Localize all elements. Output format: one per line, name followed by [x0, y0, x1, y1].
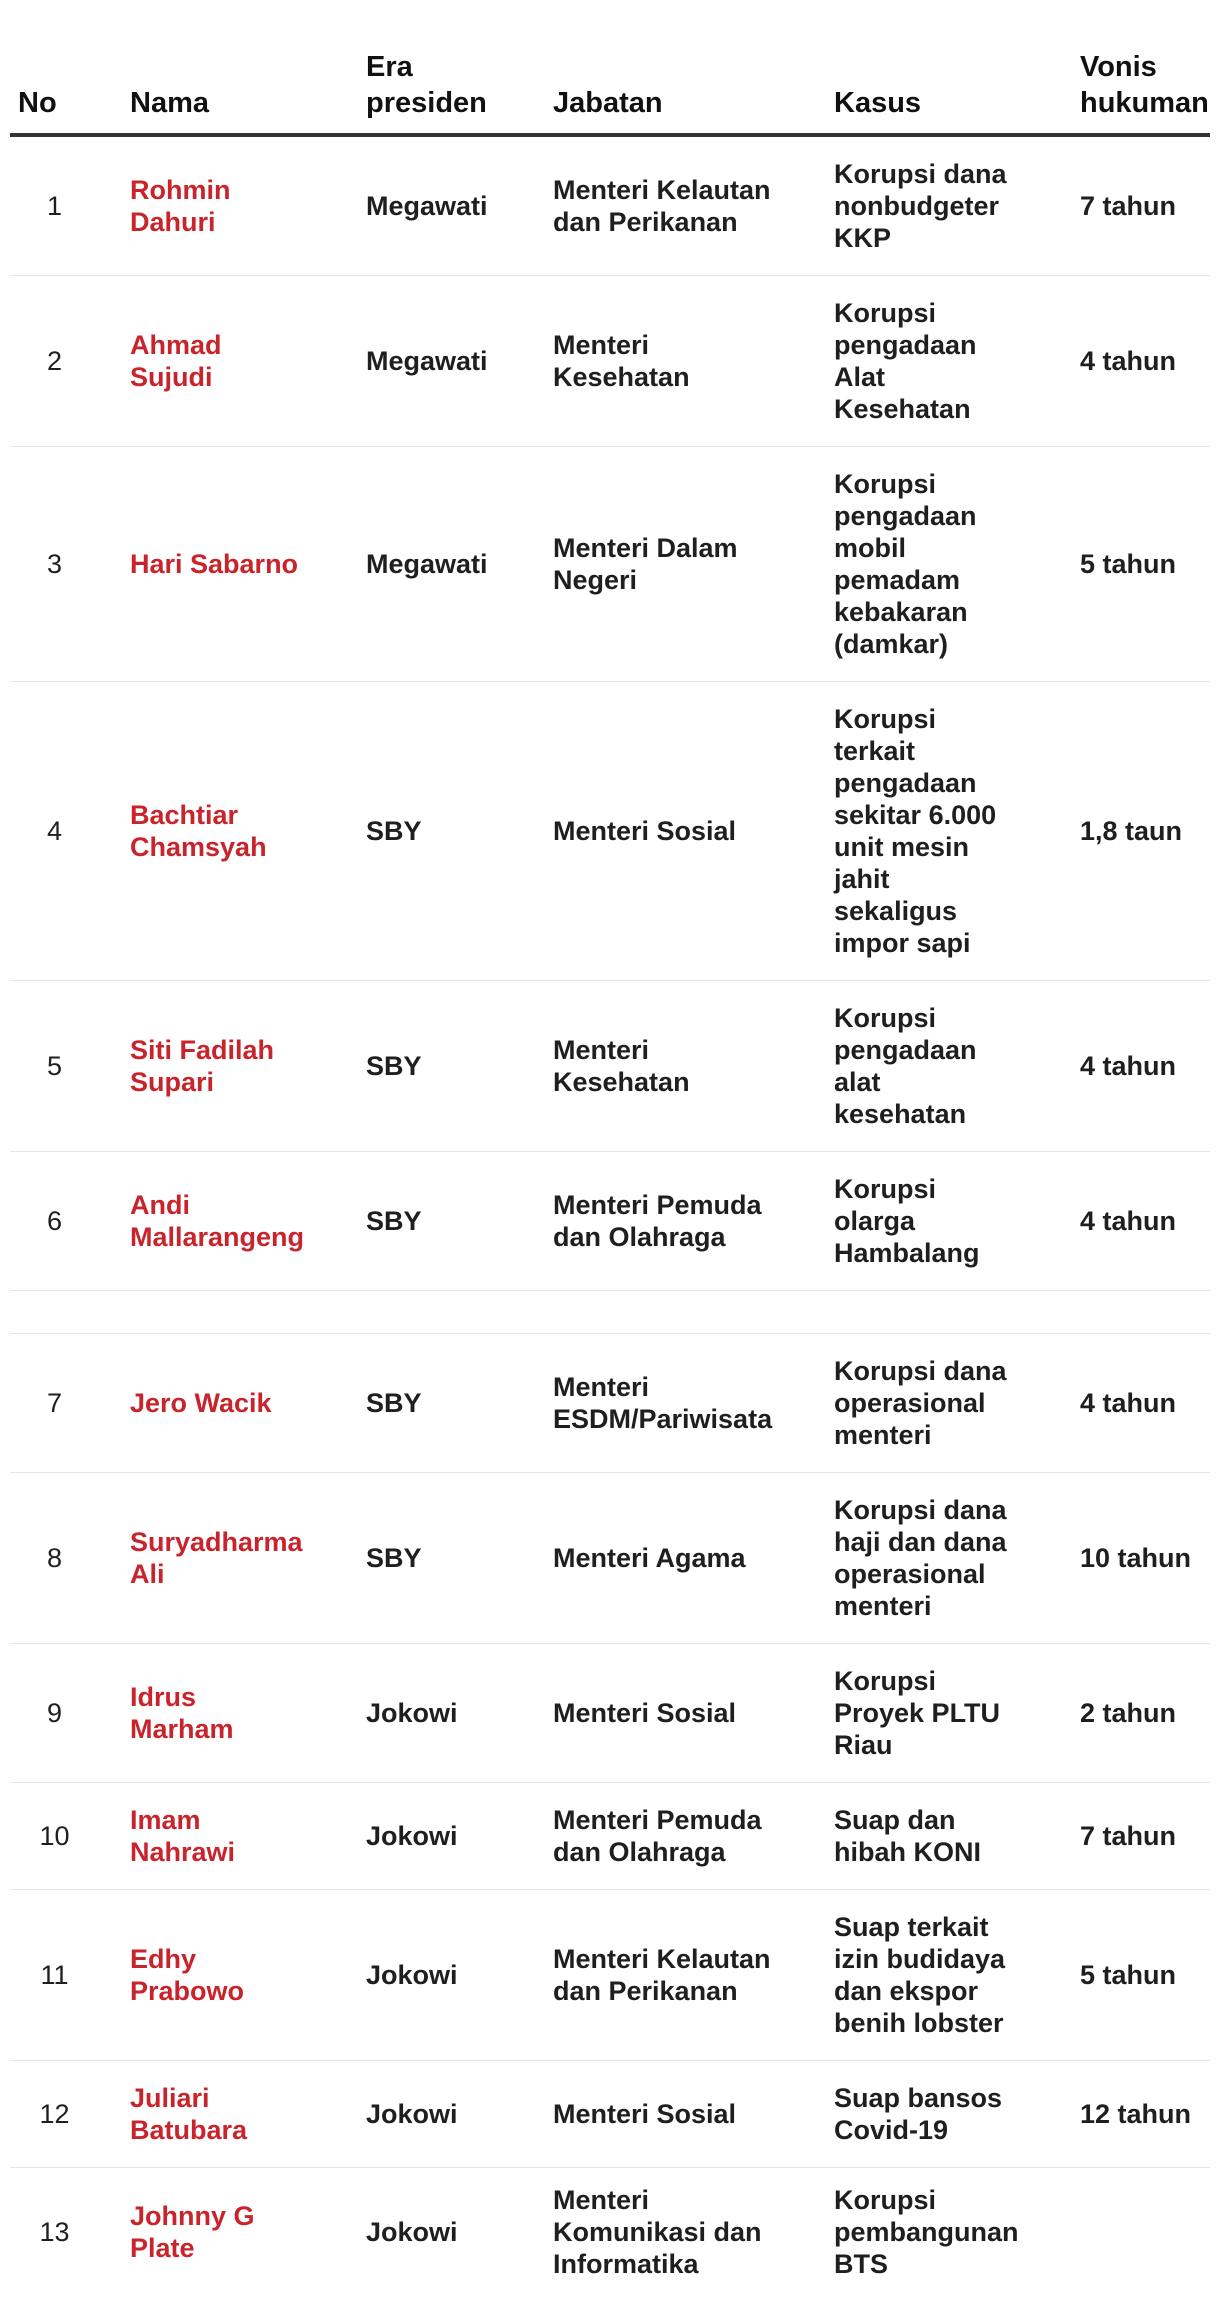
cell-kasus: Suap bansos Covid-19 — [834, 2083, 1003, 2145]
cell-vonis — [1048, 1291, 1210, 1333]
cell-vonis: 12 tahun — [1080, 2099, 1192, 2129]
cell-kasus: Korupsi dana operasional menteri — [834, 1356, 1007, 1450]
cell-kasus: Korupsi Proyek PLTU Riau — [834, 1666, 1001, 1760]
cell-jabatan: Menteri Kesehatan — [553, 1035, 690, 1097]
table-row — [10, 981, 1210, 1152]
cell-era: Jokowi — [366, 2099, 458, 2129]
cell-vonis: 5 tahun — [1080, 1960, 1177, 1990]
cell-vonis — [1048, 2168, 1210, 2295]
cell-era: Jokowi — [366, 1698, 458, 1728]
cell-jabatan: Menteri Dalam Negeri — [553, 533, 738, 595]
cell-vonis: 4 tahun — [1080, 346, 1177, 376]
cell-jabatan: Menteri Sosial — [553, 1698, 737, 1728]
cell-kasus: Korupsi pembangunan BTS — [834, 2184, 1019, 2279]
cell-nama: Rohmin Dahuri — [130, 175, 231, 237]
cell-era: SBY — [366, 1543, 422, 1573]
cell-kasus: Korupsi pengadaan mobil pemadam kebakaran (damkar) — [834, 469, 977, 659]
cell-jabatan: Menteri Kelautan dan Perikanan — [553, 175, 771, 237]
cell-no: 3 — [46, 549, 63, 579]
cell-era: SBY — [366, 1051, 422, 1081]
header-no: No — [18, 87, 57, 119]
table-row — [10, 276, 1210, 447]
header-kasus: Kasus — [834, 87, 922, 119]
cell-era: Megawati — [366, 549, 488, 579]
cell-no: 7 — [46, 1388, 63, 1418]
cell-kasus: Korupsi olarga Hambalang — [834, 1174, 980, 1268]
table-row — [10, 137, 1210, 276]
cell-nama: Johnny G Plate — [130, 2200, 255, 2263]
cell-jabatan: Menteri Sosial — [553, 2099, 737, 2129]
cell-jabatan: Menteri Komunikasi dan Informatika — [553, 2184, 762, 2279]
cell-kasus — [804, 1291, 1048, 1333]
cell-nama: Siti Fadilah Supari — [130, 1035, 275, 1097]
cell-no: 2 — [46, 346, 63, 376]
cell-no: 13 — [39, 2216, 70, 2247]
cell-nama: Idrus Marham — [130, 1682, 234, 1744]
cell-nama — [99, 1291, 335, 1333]
cell-no: 10 — [39, 1821, 70, 1851]
cell-era: Jokowi — [366, 1821, 458, 1851]
cell-era: SBY — [366, 1206, 422, 1236]
cell-vonis: 7 tahun — [1080, 191, 1177, 221]
table-row — [10, 1473, 1210, 1644]
cell-jabatan: Menteri Pemuda dan Olahraga — [553, 1190, 762, 1252]
cell-era: SBY — [366, 1388, 422, 1418]
cell-era: SBY — [366, 816, 422, 846]
cell-jabatan: Menteri Agama — [553, 1543, 746, 1573]
cell-no: 8 — [46, 1543, 63, 1573]
table-row — [10, 2061, 1210, 2168]
cell-no: 4 — [46, 816, 63, 846]
cell-kasus: Korupsi pengadaan alat kesehatan — [834, 1003, 977, 1129]
cell-era: Megawati — [366, 346, 488, 376]
cell-vonis: 5 tahun — [1080, 549, 1177, 579]
cell-jabatan: Menteri Pemuda dan Olahraga — [553, 1805, 762, 1867]
cell-nama: Juliari Batubara — [130, 2083, 248, 2145]
cell-no — [10, 1291, 99, 1333]
cell-jabatan: Menteri Sosial — [553, 816, 737, 846]
table-row — [10, 1152, 1210, 1291]
cell-no: 12 — [39, 2099, 70, 2129]
table-row — [10, 1890, 1210, 2061]
cell-kasus: Korupsi terkait pengadaan sekitar 6.000 unit mesin jahit sekaligus impor sapi — [834, 704, 997, 958]
cell-jabatan: Menteri ESDM/Pariwisata — [553, 1372, 773, 1434]
cell-nama: Suryadharma Ali — [130, 1527, 303, 1589]
cell-era: Jokowi — [366, 2216, 458, 2247]
table-row — [10, 1334, 1210, 1473]
table-row — [10, 447, 1210, 682]
cell-nama: Edhy Prabowo — [130, 1944, 245, 2006]
cell-no: 5 — [46, 1051, 63, 1081]
cell-nama: Ahmad Sujudi — [130, 330, 222, 392]
cell-kasus: Korupsi pengadaan Alat Kesehatan — [834, 298, 977, 424]
cell-nama: Hari Sabarno — [130, 549, 299, 579]
cell-jabatan: Menteri Kelautan dan Perikanan — [553, 1944, 771, 2006]
table-row — [10, 1783, 1210, 1890]
cell-nama: Andi Mallarangeng — [130, 1190, 305, 1252]
header-vonis-hukuman: Vonis hukuman — [1080, 51, 1209, 119]
table-row — [10, 682, 1210, 981]
cell-vonis: 1,8 taun — [1080, 816, 1183, 846]
table-row — [10, 2168, 1210, 2295]
cell-kasus: Suap dan hibah KONI — [834, 1805, 981, 1867]
cell-era — [335, 1291, 523, 1333]
cell-era: Megawati — [366, 191, 488, 221]
cell-vonis: 4 tahun — [1080, 1206, 1177, 1236]
cell-nama: Imam Nahrawi — [130, 1805, 236, 1867]
cell-vonis: 2 tahun — [1080, 1698, 1177, 1728]
cell-no: 9 — [46, 1698, 63, 1728]
cell-vonis: 4 tahun — [1080, 1051, 1177, 1081]
cell-no: 1 — [46, 191, 63, 221]
cell-vonis: 10 tahun — [1080, 1543, 1192, 1573]
cell-vonis: 4 tahun — [1080, 1388, 1177, 1418]
cell-era: Jokowi — [366, 1960, 458, 1990]
cell-kasus: Korupsi dana haji dan dana operasional menteri — [834, 1495, 1007, 1621]
cell-jabatan — [523, 1291, 804, 1333]
table-row-empty — [10, 1291, 1210, 1334]
cell-jabatan: Menteri Kesehatan — [553, 330, 690, 392]
header-jabatan: Jabatan — [553, 87, 663, 119]
cell-nama: Jero Wacik — [130, 1388, 272, 1418]
header-era-presiden: Era presiden — [366, 51, 487, 119]
cell-no: 6 — [46, 1206, 63, 1236]
cell-kasus: Korupsi dana nonbudgeter KKP — [834, 159, 1007, 253]
cell-nama: Bachtiar Chamsyah — [130, 800, 267, 862]
table-row — [10, 1644, 1210, 1783]
cell-kasus: Suap terkait izin budidaya dan ekspor benih lobster — [834, 1912, 1006, 2038]
header-nama: Nama — [130, 87, 209, 119]
cell-vonis: 7 tahun — [1080, 1821, 1177, 1851]
cell-no: 11 — [40, 1960, 69, 1990]
table-header — [10, 0, 1210, 137]
